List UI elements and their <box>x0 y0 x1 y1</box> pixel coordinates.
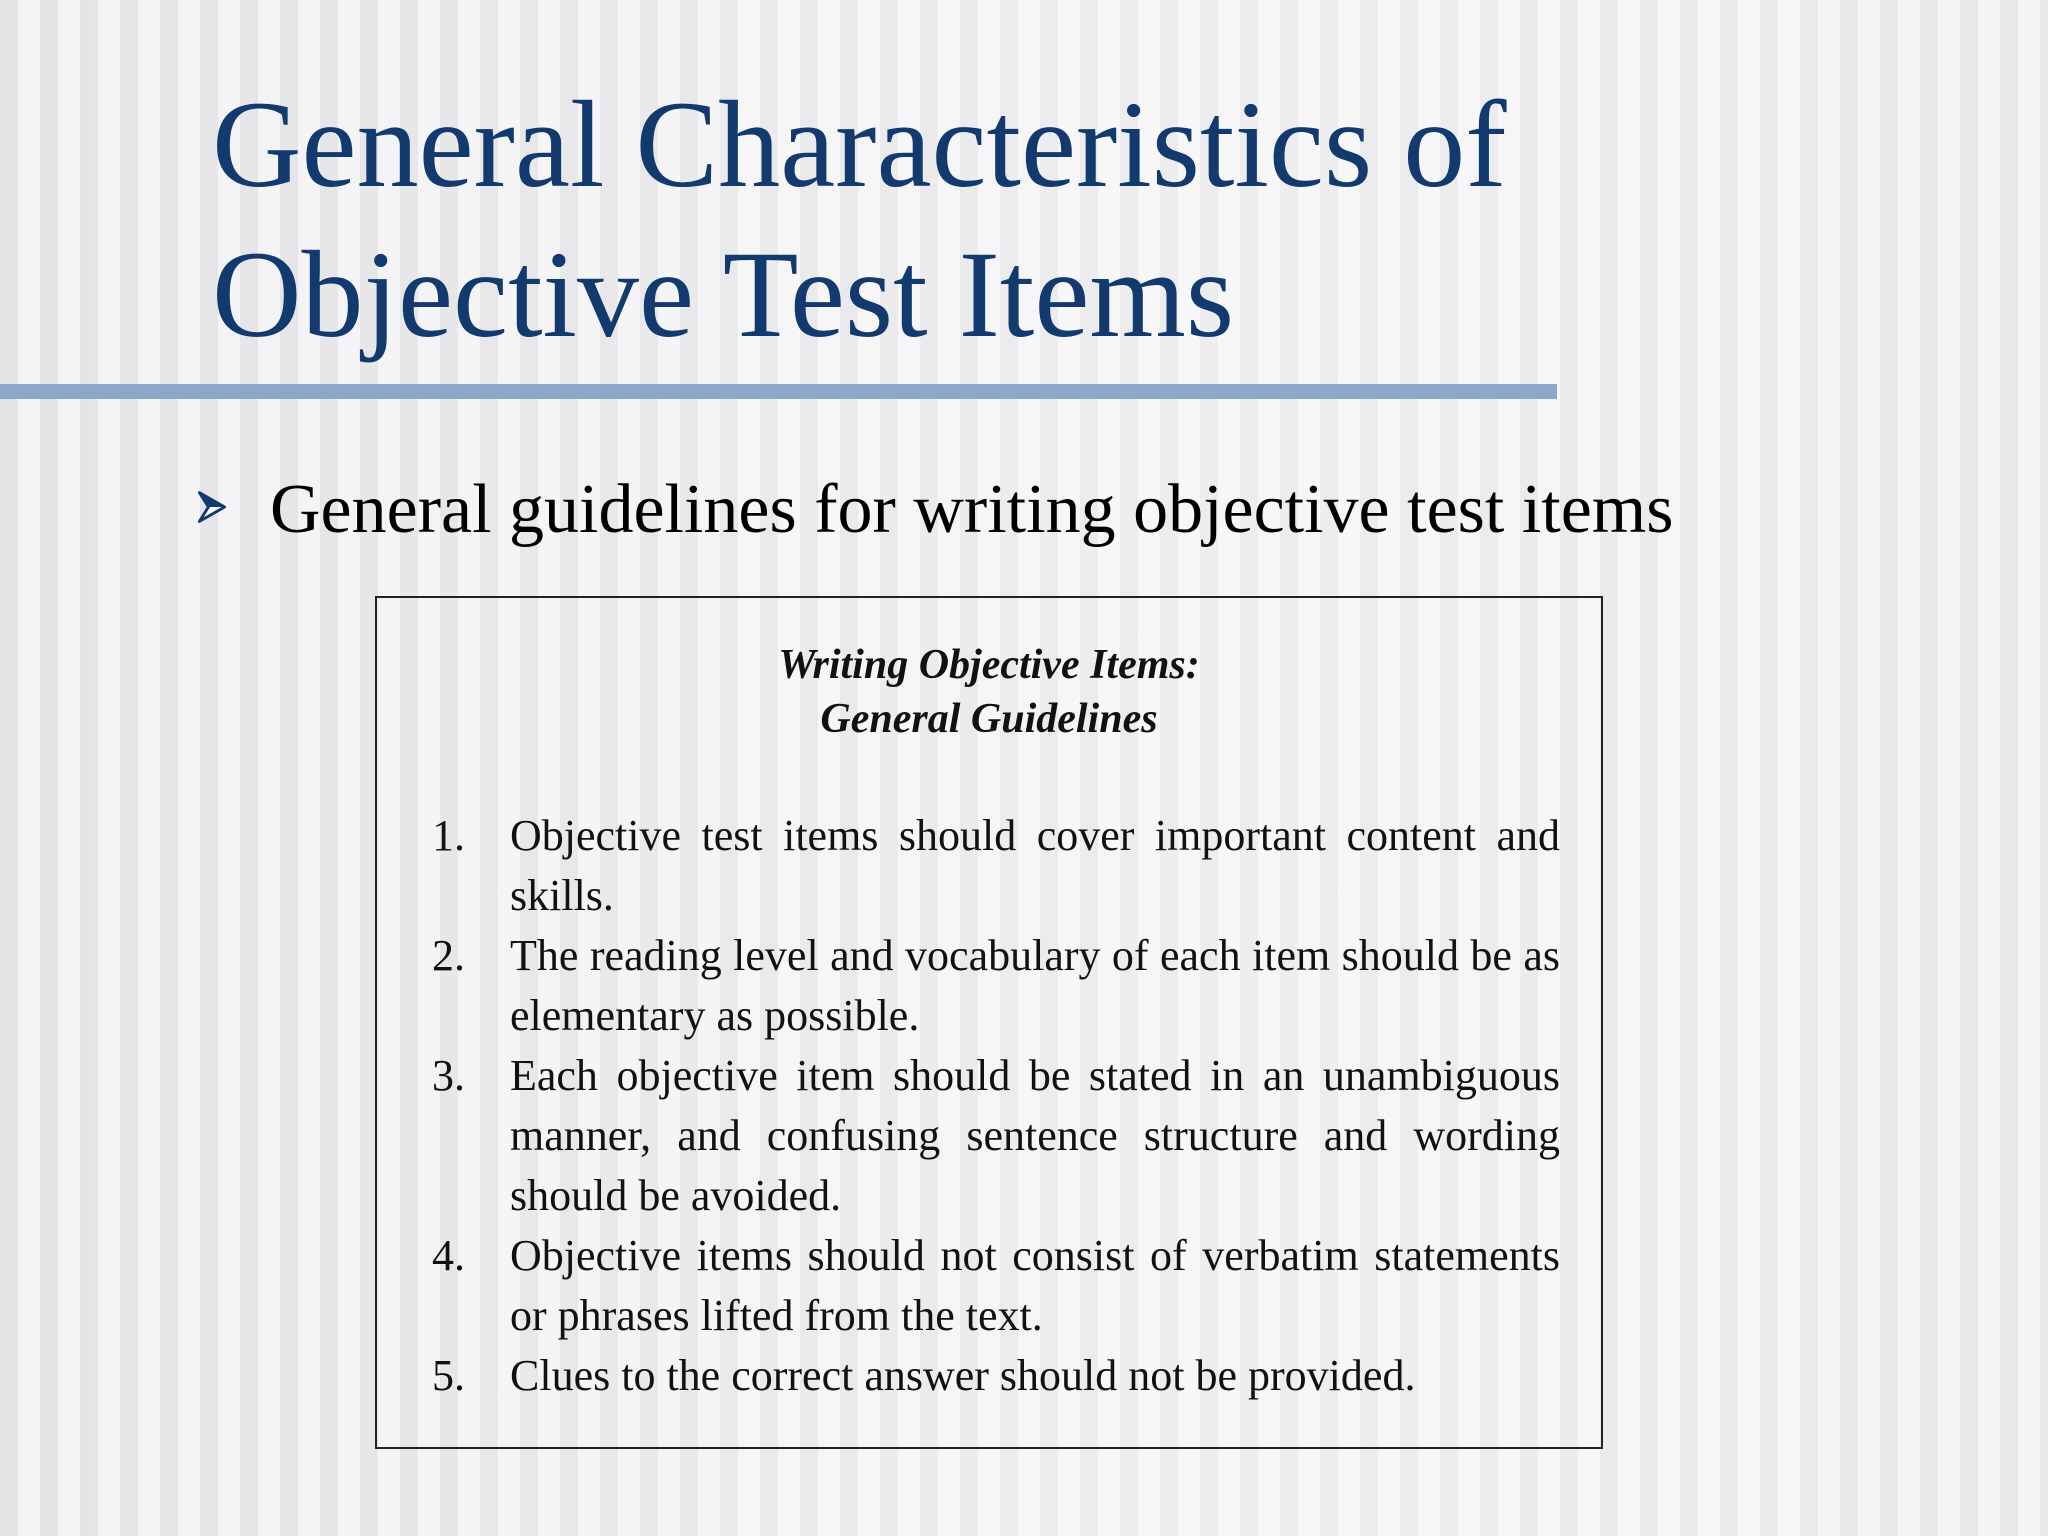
guideline-item <box>432 806 1560 926</box>
guidelines-box <box>375 596 1603 1449</box>
bullet-item <box>194 460 1674 560</box>
title-underline-rule <box>0 384 1557 399</box>
guideline-number: 2. <box>432 931 465 980</box>
guideline-item <box>432 1346 1560 1406</box>
guideline-text: Objective items should not consist of verbatim statements or phrases lifted from the text. <box>510 1231 1560 1340</box>
guideline-text: The reading level and vocabulary of each item should be as elementary as possible. <box>510 931 1560 1040</box>
guideline-text: Objective test items should cover important content and skills. <box>510 811 1560 920</box>
guideline-number: 4. <box>432 1231 465 1280</box>
slide-title-line-1: General Characteristics of <box>212 76 1507 213</box>
guideline-item <box>432 1226 1560 1346</box>
arrowhead-bullet-icon <box>194 489 230 525</box>
guidelines-heading-line-2: General Guidelines <box>820 696 1158 742</box>
guidelines-heading-line-1: Writing Objective Items: <box>778 642 1200 688</box>
guideline-number: 3. <box>432 1051 465 1100</box>
bullet-text: General guidelines for writing objective test items <box>270 471 1674 548</box>
guideline-number: 1. <box>432 811 465 860</box>
guideline-text: Clues to the correct answer should not be provided. <box>510 1351 1416 1400</box>
guidelines-list <box>432 806 1560 1406</box>
guidelines-heading <box>377 638 1601 746</box>
guideline-item <box>432 1046 1560 1226</box>
guideline-text: Each objective item should be stated in an unambiguous manner, and confusing sentence structure and wording should be avoided. <box>510 1051 1560 1220</box>
slide-title-line-2: Objective Test Items <box>212 226 1235 363</box>
guideline-item <box>432 926 1560 1046</box>
slide-title <box>212 70 1507 370</box>
guideline-number: 5. <box>432 1351 465 1400</box>
